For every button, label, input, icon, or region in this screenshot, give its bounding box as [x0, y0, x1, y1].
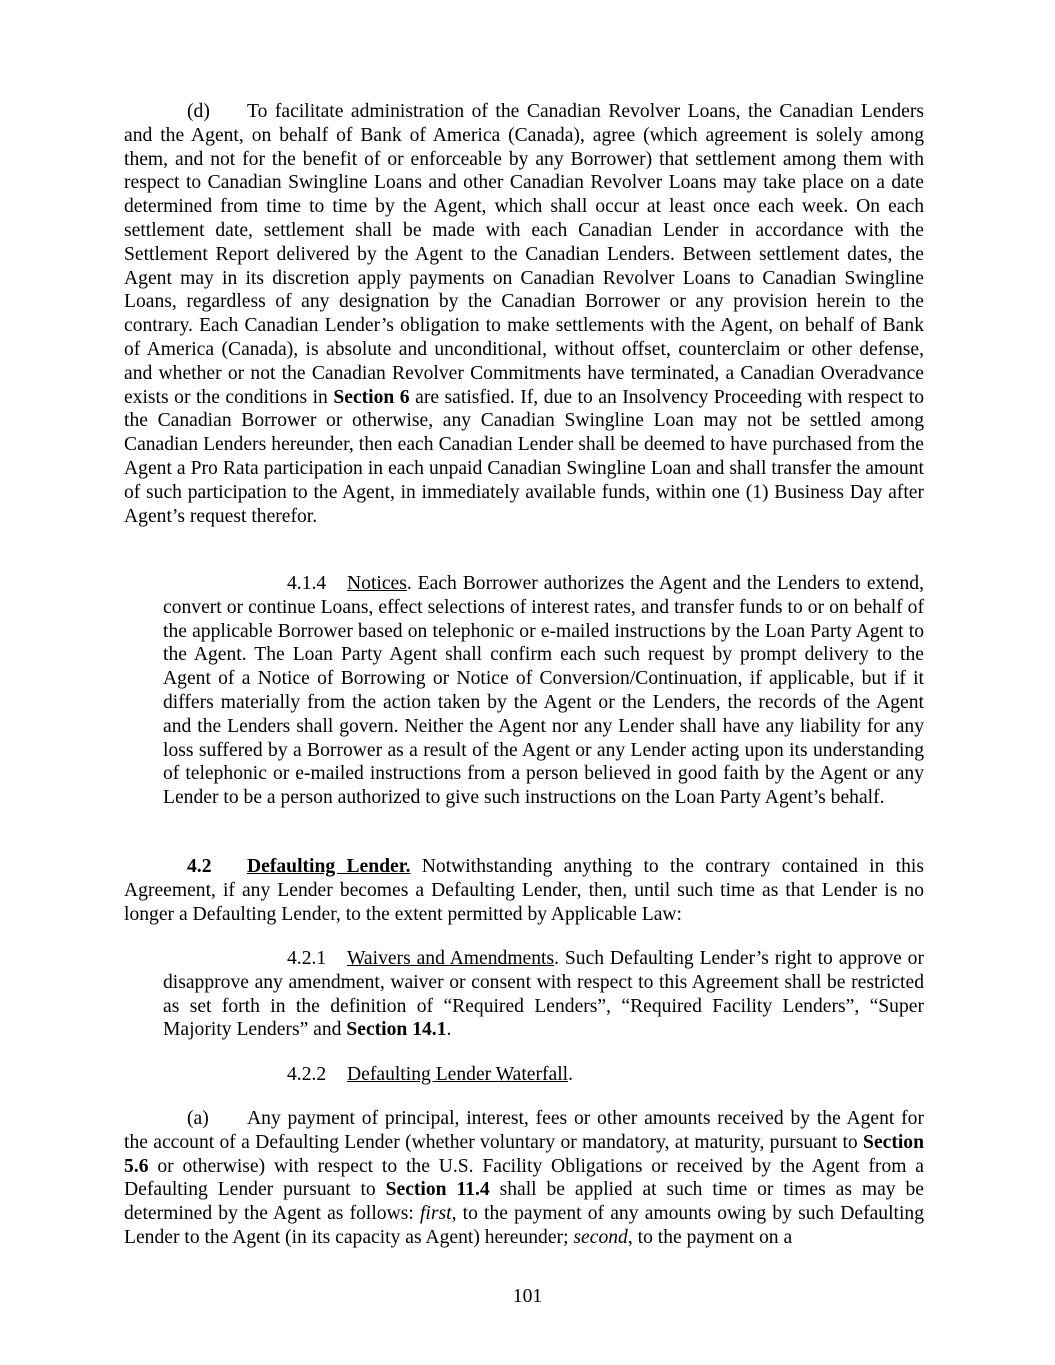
- paragraph-a-text-3: shall be applied at such time or times as may be determined by the Agent as follows:: [124, 1179, 924, 1225]
- paragraph-a-text-1: Any payment of principal, interest, fees or other amounts received by the Agent for the account of a Defaulting Lender (whether voluntary or mandatory, at maturity, pursuant to: [124, 1108, 924, 1153]
- section-4-2-1-title: Waivers and Amendments: [347, 948, 555, 969]
- section-4-1-4-title: Notices: [347, 573, 407, 594]
- section-4-2-1-text-2: .: [446, 1019, 452, 1041]
- paragraph-a-word-second: second: [573, 1226, 628, 1248]
- paragraph-d-text-2: are satisfied. If, due to an Insolvency Proceeding with respect to the Canadian Borrower or otherwise, any Canadian Swingline Loan may not be settled among Canadian Lenders hereunder, then each Canadian Lender shall be deemed to have purchased from the Agent a Pro Rata participation in each unpaid Canadian Swingline Loan and shall transfer the amount of such participation to the Agent, in immediately available funds, within one (1) Business Day after Agent’s request therefor.: [124, 386, 925, 527]
- paragraph-a-section-ref-2: Section 11.4: [385, 1179, 490, 1201]
- section-4-2-2-waterfall: [163, 1063, 924, 1087]
- section-4-2-2-number: 4.2.2: [287, 1064, 327, 1085]
- paragraph-a-text-4: , to the payment of any amounts owing by such Defaulting Lender to the Agent (in its capacity as Agent) hereunder;: [124, 1203, 925, 1248]
- section-4-2-1-number: 4.2.1: [287, 948, 327, 969]
- section-4-1-4-number: 4.1.4: [287, 573, 327, 594]
- paragraph-a: [124, 1107, 924, 1250]
- page-number: 101: [512, 1286, 543, 1307]
- section-4-1-4-notices: [163, 572, 924, 810]
- paragraph-a-text-5: , to the payment on a: [627, 1226, 793, 1248]
- section-4-2-number: 4.2: [187, 856, 212, 877]
- paragraph-a-text-2: or otherwise) with respect to the U.S. Facility Obligations or received by the Agent from a Defaulting Lender pursuant to: [124, 1155, 924, 1201]
- section-4-2-2-text: .: [568, 1064, 574, 1085]
- section-4-2-1-waivers: [163, 947, 924, 1042]
- paragraph-d-label: (d): [187, 101, 210, 122]
- section-4-2-defaulting-lender: [124, 855, 924, 926]
- section-4-2-text: Notwithstanding anything to the contrary contained in this Agreement, if any Lender becomes a Defaulting Lender, then, until such time as that Lender is no longer a Defaulting Lender, to the extent permitted by Applicable Law:: [124, 856, 924, 925]
- section-4-2-1-section-ref: Section 14.1: [346, 1019, 447, 1041]
- paragraph-a-label: (a): [187, 1108, 209, 1129]
- paragraph-a-section-ref-1: Section 5.6: [124, 1131, 924, 1177]
- paragraph-d: [124, 100, 924, 528]
- paragraph-d-text-1: To facilitate administration of the Canadian Revolver Loans, the Canadian Lenders and the Agent, on behalf of Bank of America (Canada), agree (which agreement is solely among them, and not for the benefit of or enforceable by any Borrower) that settlement among them with respect to Canadian Swingline Loans and other Canadian Revolver Loans may take place on a date determined from time to time by the Agent, which shall occur at least once each week. On each settlement date, settlement shall be made with each Canadian Lender in accordance with the Settlement Report delivered by the Agent to the Canadian Lenders. Between settlement dates, the Agent may in its discretion apply payments on Canadian Revolver Loans to Canadian Swingline Loans, regardless of any designation by the Canadian Borrower or any provision herein to the contrary. Each Canadian Lender’s obligation to make settlements with the Agent, on behalf of Bank of America (Canada), is absolute and unconditional, without offset, counterclaim or other defense, and whether or not the Canadian Revolver Commitments have terminated, a Canadian Overadvance exists or the conditions in: [124, 101, 924, 408]
- section-4-1-4-text: . Each Borrower authorizes the Agent and the Lenders to extend, convert or continue Loans, effect selections of interest rates, and transfer funds to or on behalf of the applicable Borrower based on telephonic or e-mailed instructions by the Loan Party Agent to the Agent. The Loan Party Agent shall confirm each such request by prompt delivery to the Agent of a Notice of Borrowing or Notice of Conversion/Continuation, if applicable, but if it differs materially from the action taken by the Agent or the Lenders, the records of the Agent and the Lenders shall govern. Neither the Agent nor any Lender shall have any liability for any loss suffered by a Borrower as a result of the Agent or any Lender acting upon its understanding of telephonic or e-mailed instructions from a person believed in good faith by the Agent or any Lender to be a person authorized to give such instructions on the Loan Party Agent’s behalf.: [163, 573, 924, 809]
- section-4-2-2-title: Defaulting Lender Waterfall: [347, 1064, 569, 1085]
- section-4-2-1-text-1: . Such Defaulting Lender’s right to approve or disapprove any amendment, waiver or consent with respect to this Agreement shall be restricted as set forth in the definition of “Required Lenders”, “Required Facility Lenders”, “Super Majority Lenders” and: [163, 948, 924, 1041]
- paragraph-a-word-first: first: [419, 1203, 452, 1225]
- paragraph-d-section-ref: Section 6: [333, 386, 410, 408]
- section-4-2-title: Defaulting Lender.: [247, 856, 411, 877]
